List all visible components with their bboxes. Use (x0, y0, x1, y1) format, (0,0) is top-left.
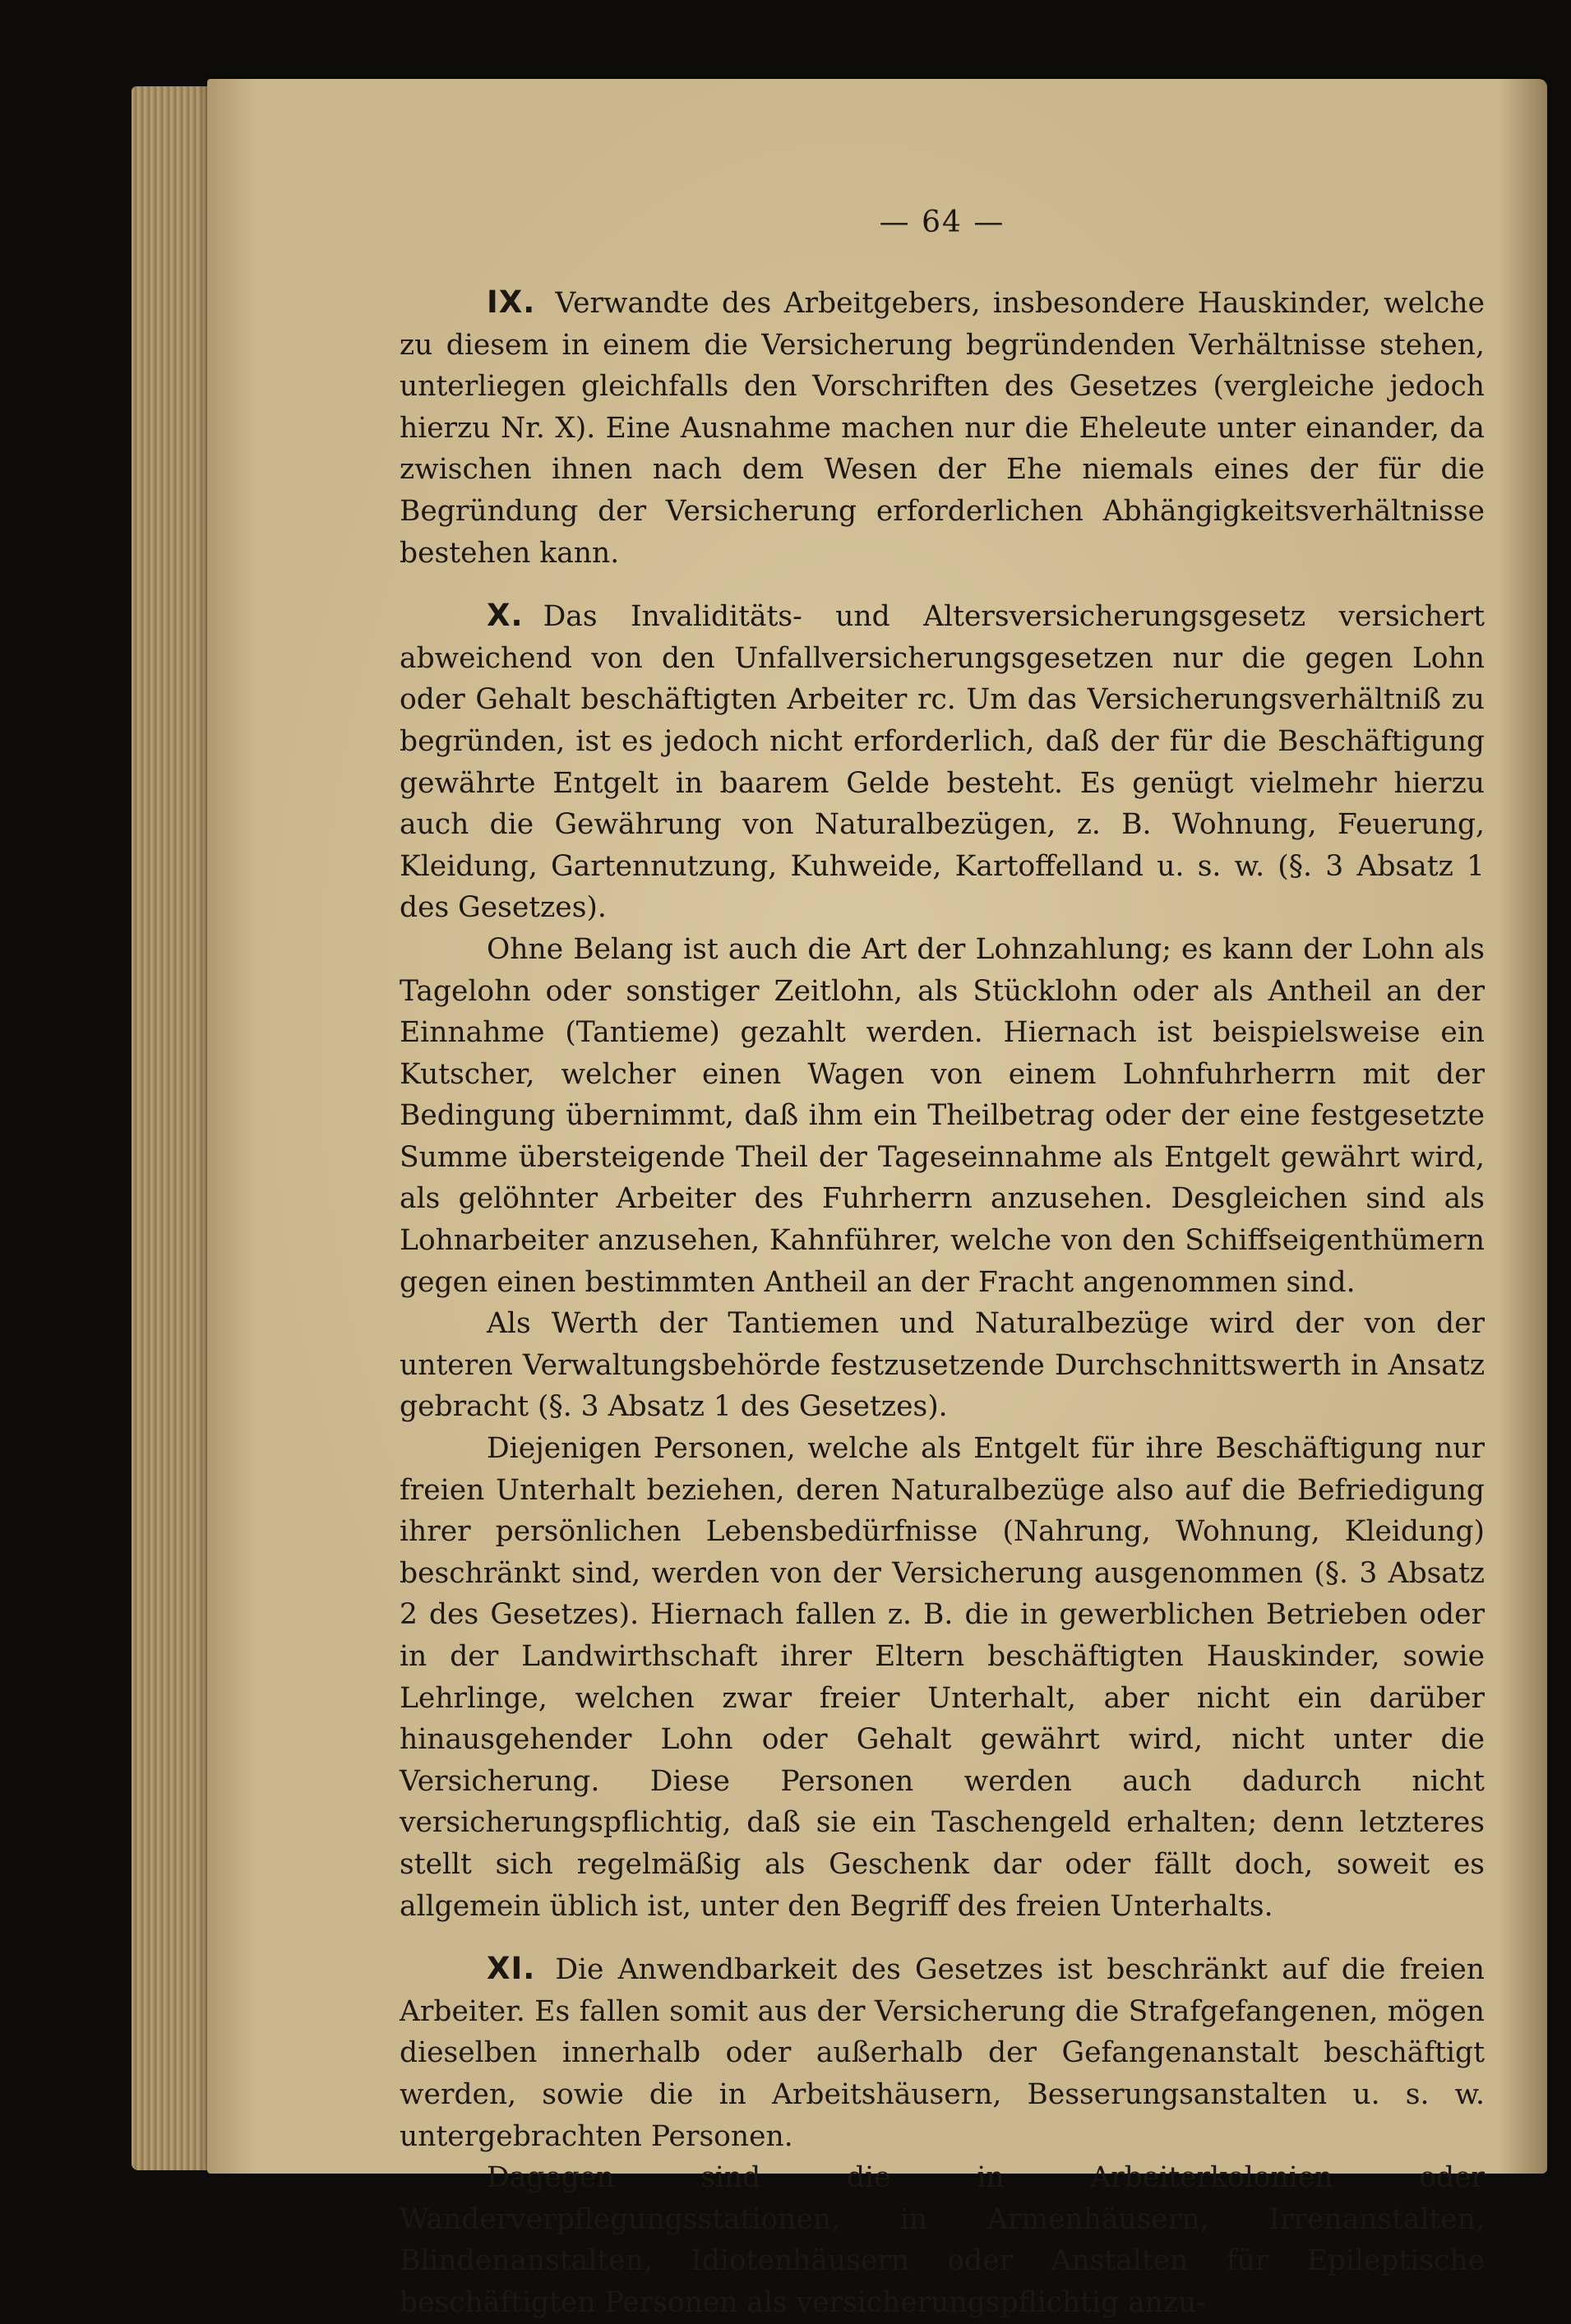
text-block (400, 206, 1485, 2324)
paragraph-section-x (400, 595, 1485, 929)
paragraph-section-xi (400, 1948, 1485, 2157)
paragraph-lohnzahlung (400, 929, 1485, 1303)
paragraph-section-ix (400, 282, 1485, 574)
paragraph-text: Diejenigen Personen, welche als Entgelt für ihre Beschäftigung nur freien Unterhalt beziehen, deren Naturalbezüge also auf die Befriedigung ihrer persönlichen Lebensbedürfnisse (Nahrung, Wohnung, Kleidung) beschränkt sind, werden von der Versicherung ausgenommen (§. 3 Absatz 2 des Gesetzes). Hiernach fallen z. B. die in gewerblichen Betrieben oder in der Landwirthschaft ihrer Eltern beschäftigten Hauskinder, sowie Lehrlinge, welchen zwar freier Unterhalt, aber nicht ein darüber hinausgehender Lohn oder Gehalt gewährt wird, nicht unter die Versicherung. Diese Personen werden auch dadurch nicht versicherungspflichtig, daß sie ein Taschengeld erhalten; denn letzteres stellt sich regelmäßig als Geschenk dar oder fällt doch, soweit es allgemein üblich ist, unter den Begriff des freien Unterhalts. (400, 1432, 1485, 1923)
paragraph-text: Die Anwendbarkeit des Gesetzes ist beschränkt auf die freien Arbeiter. Es fallen somit aus der Versicherung die Strafgefangenen, mögen dieselben innerhalb oder außerhalb der Gefangenanstalt beschäftigt werden, sowie die in Arbeitshäusern, Besserungsanstalten u. s. w. untergebrachten Personen. (400, 1953, 1485, 2153)
paragraph-text: Ohne Belang ist auch die Art der Lohnzahlung; es kann der Lohn als Tagelohn oder sonstiger Zeitlohn, als Stücklohn oder als Antheil an der Einnahme (Tantieme) gezahlt werden. Hiernach ist beispielsweise ein Kutscher, welcher einen Wagen von einem Lohnfuhrherrn mit der Bedingung übernimmt, daß ihm ein Theilbetrag oder der eine festgesetzte Summe übersteigende Theil der Tageseinnahme als Entgelt gewährt wird, als gelöhnter Arbeiter des Fuhrherrn anzusehen. Desgleichen sind als Lohnarbeiter anzusehen, Kahnführer, welche von den Schiffseigenthümern gegen einen bestimmten Antheil an der Fracht angenommen sind. (400, 932, 1485, 1299)
paragraph-text: Verwandte des Arbeitgebers, insbesondere Hauskinder, welche zu diesem in einem die Versicherung begründenden Verhältnisse stehen, unterliegen gleichfalls den Vorschriften des Gesetzes (vergleiche jedoch hierzu Nr. X). Eine Ausnahme machen nur die Eheleute unter einander, da zwischen ihnen nach dem Wesen der Ehe niemals eines der für die Begründung der Versicherung erforderlichen Abhängigkeitsverhältnisse bestehen kann. (400, 287, 1485, 570)
paragraph-text: Als Werth der Tantiemen und Naturalbezüge wird der von der unteren Verwaltungsbehörde festzusetzende Durchschnittswerth in Ansatz gebracht (§. 3 Absatz 1 des Gesetzes). (400, 1307, 1485, 1424)
paragraph-text: Das Invaliditäts- und Altersversicherungsgesetz versichert abweichend von den Unfallversicherungsgesetzen nur die gegen Lohn oder Gehalt beschäftigten Arbeiter rc. Um das Versicherungsverhältniß zu begründen, ist es jedoch nicht erforderlich, daß der für die Beschäftigung gewährte Entgelt in baarem Gelde besteht. Es genügt vielmehr hierzu auch die Gewährung von Naturalbezügen, z. B. Wohnung, Feuerung, Kleidung, Gartennutzung, Kuhweide, Kartoffelland u. s. w. (§. 3 Absatz 1 des Gesetzes). (400, 600, 1485, 925)
paragraph-freier-unterhalt (400, 1428, 1485, 1927)
section-number: IX. (487, 284, 536, 320)
section-number: X. (487, 598, 524, 634)
paragraph-werth (400, 1303, 1485, 1428)
section-number: XI. (487, 1951, 536, 1987)
page-number: — 64 — (879, 206, 1005, 239)
paragraph-text: Dagegen sind die in Arbeiterkolonien oder Wanderverpflegungsstationen, in Armenhäusern, Irrenanstalten, Blindenanstalten, Idiotenhäusern oder Anstalten für Epileptische beschäftigten Personen als versicherungspflichtig anzu- (400, 2161, 1485, 2319)
paragraph-anstalten (400, 2157, 1485, 2323)
